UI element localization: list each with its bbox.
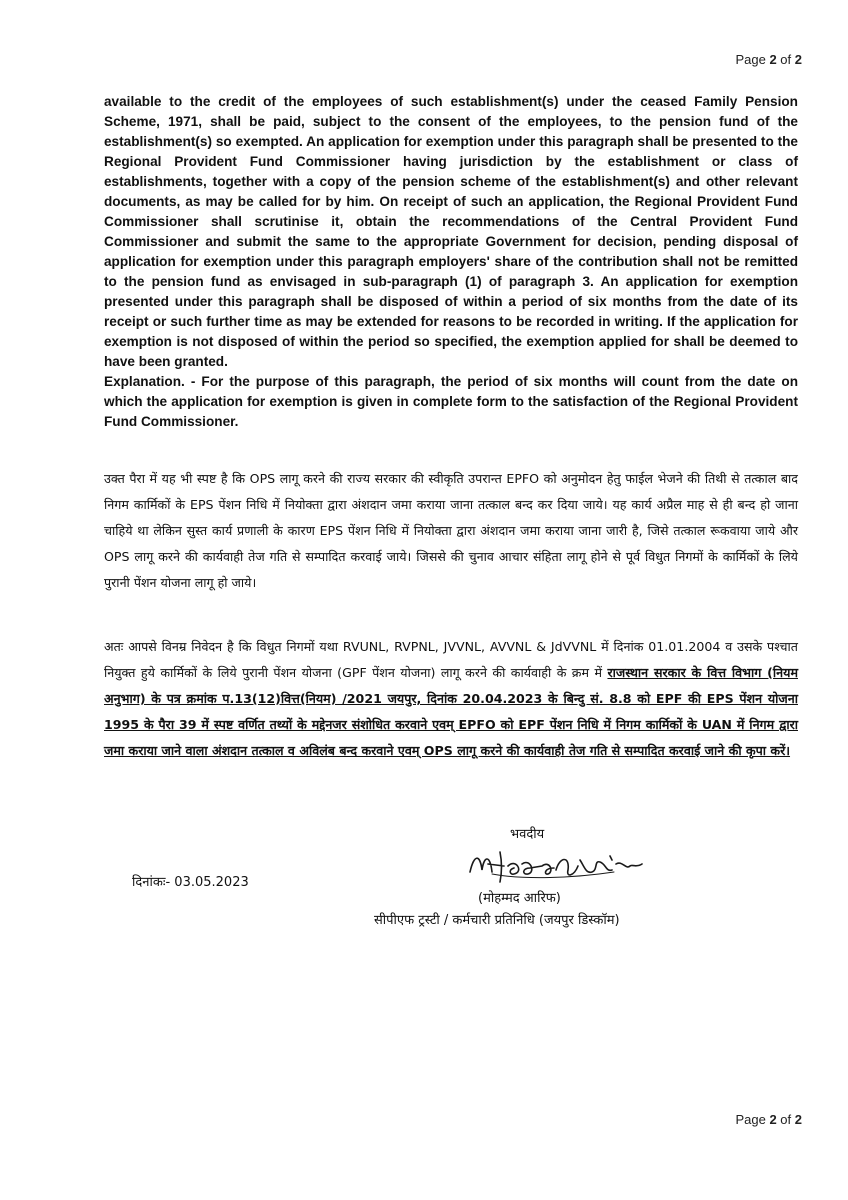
page-of-label: of bbox=[776, 52, 795, 67]
page-of-label: of bbox=[776, 1112, 795, 1127]
request-emphasis: राजस्थान सरकार के वित्त विभाग (नियम अनुभाग) के पत्र क्रमांक प.13(12)वित्त(नियम) /2021 जयपुर, दिनांक 20.04.2023 के बिन्दु सं. 8.8 को EPF की EPS पेंशन योजना 1995 के पैरा 39 में स्पष्ट वर्णित तथ्यों के मद्देनजर संशोधित करवाने एवम् EPFO को EPF पेंशन निधि में निगम कार्मिकों के UAN में निगम द्वारा जमा कराया जाने वाला अंशदान तत्काल व अविलंब बन्द करवाने एवम् OPS लागू करने की कार्यवाही तेज गति से सम्पादित करवाई जाने की कृपा करें। bbox=[104, 665, 798, 758]
hindi-paragraph-2 bbox=[104, 634, 798, 764]
page-number-bottom bbox=[735, 1112, 802, 1127]
closing-salutation: भवदीय bbox=[510, 827, 545, 842]
english-quoted-paragraph bbox=[104, 92, 798, 432]
request-intro: अतः आपसे विनम्र निवेदन है कि विधुत निगमों यथा RVUNL, RVPNL, JVVNL, AVVNL & JdVVNL में दिनांक 01.01.2004 व उसके पश्चात नियुक्त हुये कार्मिकों के लिये पुरानी पेंशन योजना (GPF पेंशन योजना) लागू करने की कार्यवाही के क्रम में bbox=[104, 639, 798, 680]
page-label: Page bbox=[735, 52, 770, 67]
signatory-designation: सीपीएफ ट्रस्टी / कर्मचारी प्रतिनिधि (जयपुर डिस्कॉम) bbox=[374, 913, 620, 928]
date-line bbox=[132, 872, 249, 890]
page-current: 2 bbox=[769, 52, 777, 67]
hindi-paragraph-1: उक्त पैरा में यह भी स्पष्ट है कि OPS लागू करने की राज्य सरकार की स्वीकृति उपरान्त EPFO को अनुमोदन हेतु फाईल भेजने की तिथी से तत्काल बाद निगम कार्मिकों के EPS पेंशन निधि में नियोक्ता द्वारा अंशदान जमा कराया जाना तत्काल बन्द कर दिया जाये। यह कार्य अप्रैल माह से ही बन्द हो जाना चाहिये था लेकिन सुस्त कार्य प्रणाली के कारण EPS पेंशन निधि में नियोक्ता द्वारा अंशदान जमा कराया जाना जारी है, जिसे तत्काल रूकवाया जाये और OPS लागू करने की कार्यवाही तेज गति से सम्पादित करवाई जाये। जिससे की चुनाव आचार संहिता लागू होने से पूर्व विधुत निगमों के कार्मिकों के लिये पुरानी पेंशन योजना लागू हो जाये। bbox=[104, 471, 798, 590]
handwritten-signature bbox=[464, 842, 664, 888]
date-value: 03.05.2023 bbox=[174, 875, 249, 890]
page-label: Page bbox=[735, 1112, 770, 1127]
page-number-top bbox=[735, 52, 802, 67]
page-total: 2 bbox=[794, 52, 802, 67]
date-label: दिनांकः- bbox=[132, 875, 171, 890]
english-explanation: Explanation. - For the purpose of this paragraph, the period of six months will count from the date on which the application for exemption is given in complete form to the satisfaction of the Regional Provident Fund Commissioner. bbox=[104, 374, 798, 429]
english-body: available to the credit of the employees of such establishment(s) under the ceased Family Pension Scheme, 1971, shall be paid, subject to the consent of the employees, to the pension fund of the establishment(s) so exempted. An application for exemption under this paragraph shall be presented to the Regional Provident Fund Commissioner having jurisdiction by the establishment or class of establishments, together with a copy of the pension scheme of the establishment(s) and other relevant documents, as may be called for by him. On receipt of such an application, the Regional Provident Fund Commissioner shall scrutinise it, obtain the recommendations of the Central Provident Fund Commissioner and submit the same to the appropriate Government for decision, pending disposal of application for exemption under this paragraph employers' share of the contribution shall not be remitted to the pension fund as envisaged in sub-paragraph (1) of paragraph 3. An application for exemption presented under this paragraph shall be disposed of within a period of six months from the date of its receipt or such further time as may be extended for reasons to be recorded in writing. If the application for exemption is not disposed of within the period so specified, the exemption applied for shall be deemed to have been granted. bbox=[104, 94, 798, 369]
page-current: 2 bbox=[769, 1112, 777, 1127]
signatory-name: (मोहम्मद आरिफ) bbox=[478, 891, 561, 906]
page-total: 2 bbox=[794, 1112, 802, 1127]
